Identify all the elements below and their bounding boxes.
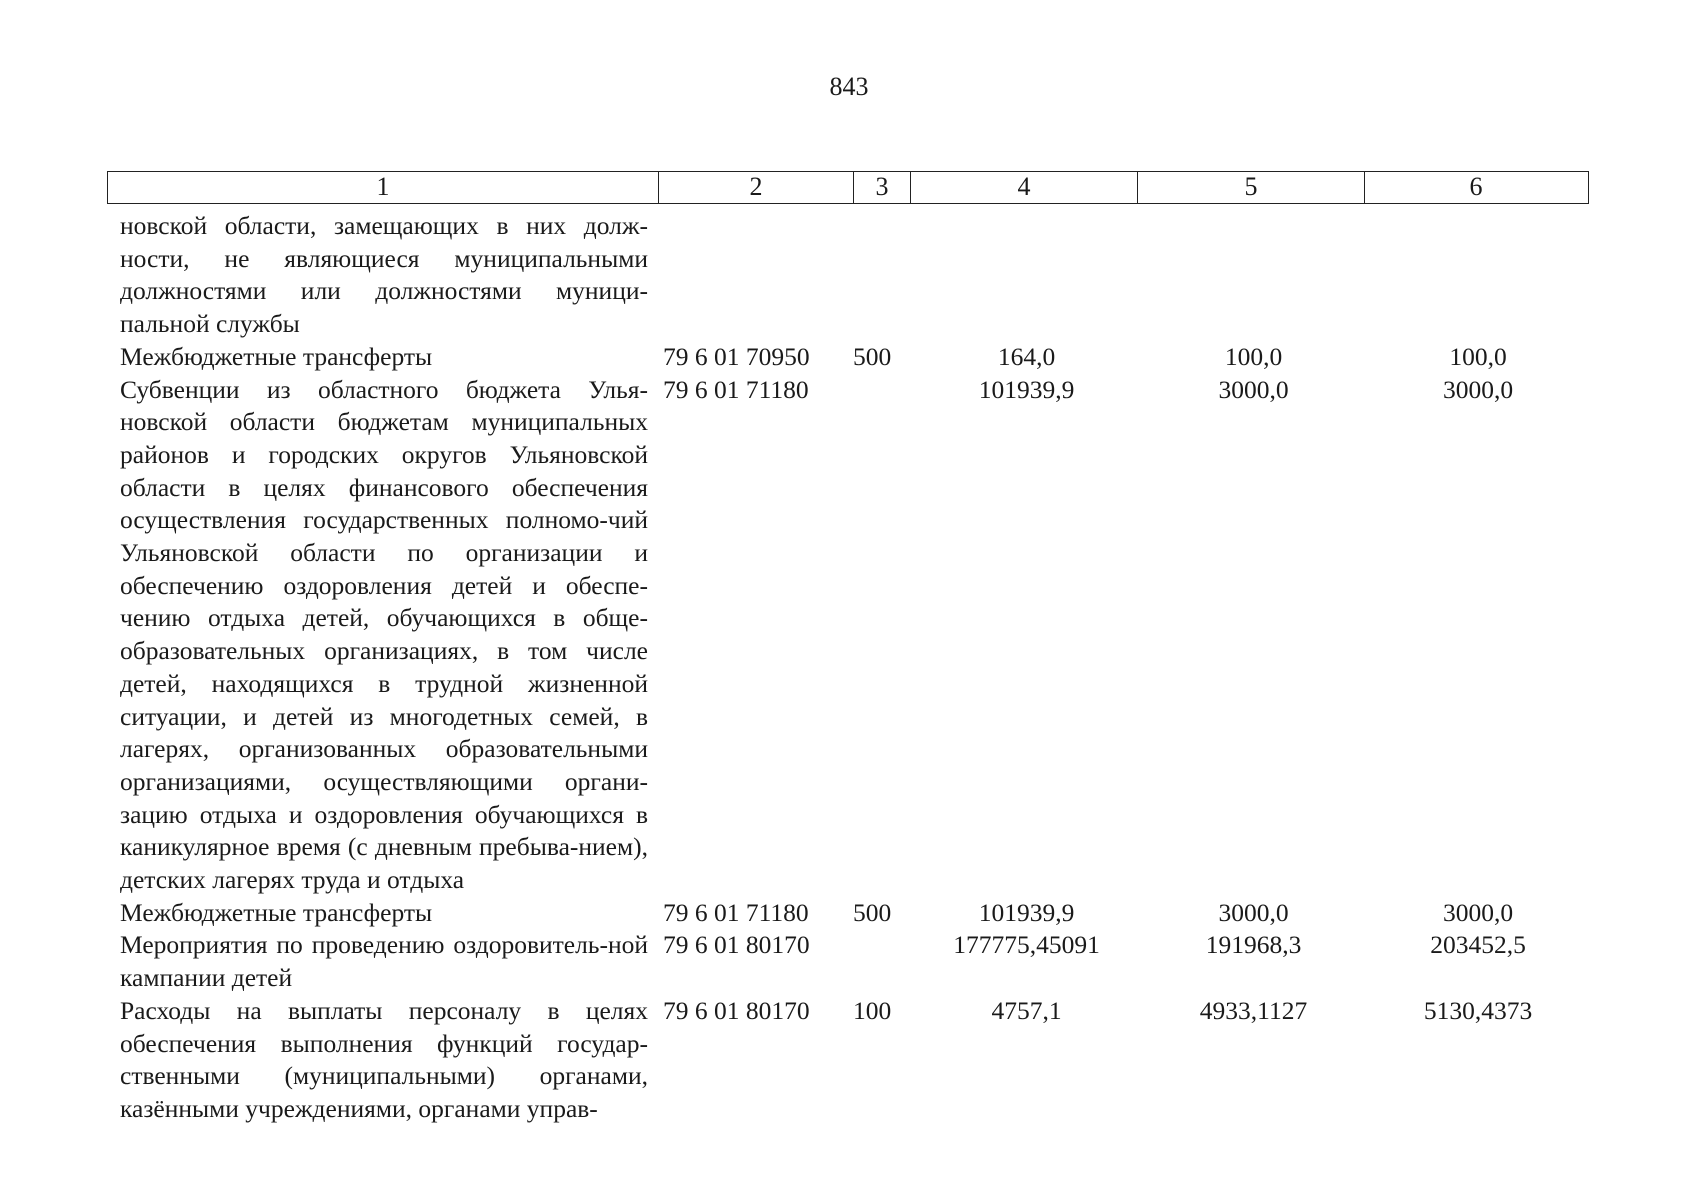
row-value-col5: 3000,0 <box>1218 897 1289 927</box>
row-expense-type: 100 <box>853 995 892 1025</box>
row-description: Субвенции из областного бюджета Улья-новской области бюджетам муниципальных районов и городских округов Ульяновской области в целях финансового обеспечения осуществления государственных полномо-чий Ульяновской области по организации и обеспечению оздоровления детей и обеспе-чению отдыха детей, обучающихся в обще-образовательных организациях, в том числе детей, находящихся в трудной жизненной ситуации, и детей из многодетных семей, в лагерях, организованных образовательными организациями, осуществляющими органи-зацию отдыха и оздоровления обучающихся в каникулярное время (с дневным пребыва-нием), детских лагерях труда и отдыха <box>120 374 648 895</box>
row-value-col4: 164,0 <box>997 341 1056 371</box>
row-code: 79 6 01 80170 <box>663 995 810 1025</box>
table-row <box>120 341 1590 374</box>
table-body <box>120 210 1590 1126</box>
row-value-col5: 4933,1127 <box>1199 995 1308 1025</box>
row-value-col5: 3000,0 <box>1218 374 1289 404</box>
row-description: Межбюджетные трансферты <box>120 341 433 371</box>
header-col-5: 5 <box>1138 172 1365 203</box>
header-col-3: 3 <box>854 172 911 203</box>
row-description: Мероприятия по проведению оздоровитель-ной кампании детей <box>120 930 648 993</box>
header-col-4: 4 <box>911 172 1138 203</box>
table-header <box>107 171 1589 204</box>
row-value-col6: 3000,0 <box>1442 897 1514 927</box>
header-col-1: 1 <box>108 172 659 203</box>
row-value-col6: 5130,4373 <box>1423 995 1533 1025</box>
row-value-col4: 177775,45091 <box>953 930 1100 960</box>
row-description: новской области, замещающих в них долж-ности, не являющиеся муниципальными должностями или должностями муници-пальной службы <box>120 211 648 339</box>
row-value-col6: 3000,0 <box>1442 374 1514 404</box>
row-code: 79 6 01 80170 <box>663 930 810 960</box>
row-value-col6: 203452,5 <box>1430 930 1526 960</box>
row-description: Расходы на выплаты персоналу в целях обеспечения выполнения функций государ-ственными (муниципальными) органами, казёнными учреждениями, органами управ- <box>120 995 648 1123</box>
row-expense-type: 500 <box>853 897 892 927</box>
row-value-col6: 100,0 <box>1449 341 1507 371</box>
table-row <box>120 210 1590 341</box>
row-code: 79 6 01 70950 <box>663 341 810 371</box>
table-row <box>120 929 1590 994</box>
row-value-col4: 101939,9 <box>978 897 1075 927</box>
table-row <box>120 897 1590 930</box>
table-row <box>120 374 1590 897</box>
row-value-col4: 4757,1 <box>991 995 1062 1025</box>
row-description: Межбюджетные трансферты <box>120 897 433 927</box>
header-col-2: 2 <box>659 172 854 203</box>
row-code: 79 6 01 71180 <box>663 897 809 927</box>
row-code: 79 6 01 71180 <box>663 374 809 404</box>
row-value-col4: 101939,9 <box>978 374 1075 404</box>
page-number: 843 <box>829 72 869 101</box>
row-expense-type: 500 <box>853 341 892 371</box>
header-col-6: 6 <box>1469 172 1483 201</box>
table-row <box>120 995 1590 1126</box>
row-value-col5: 100,0 <box>1224 341 1283 371</box>
row-value-col5: 191968,3 <box>1205 930 1302 960</box>
